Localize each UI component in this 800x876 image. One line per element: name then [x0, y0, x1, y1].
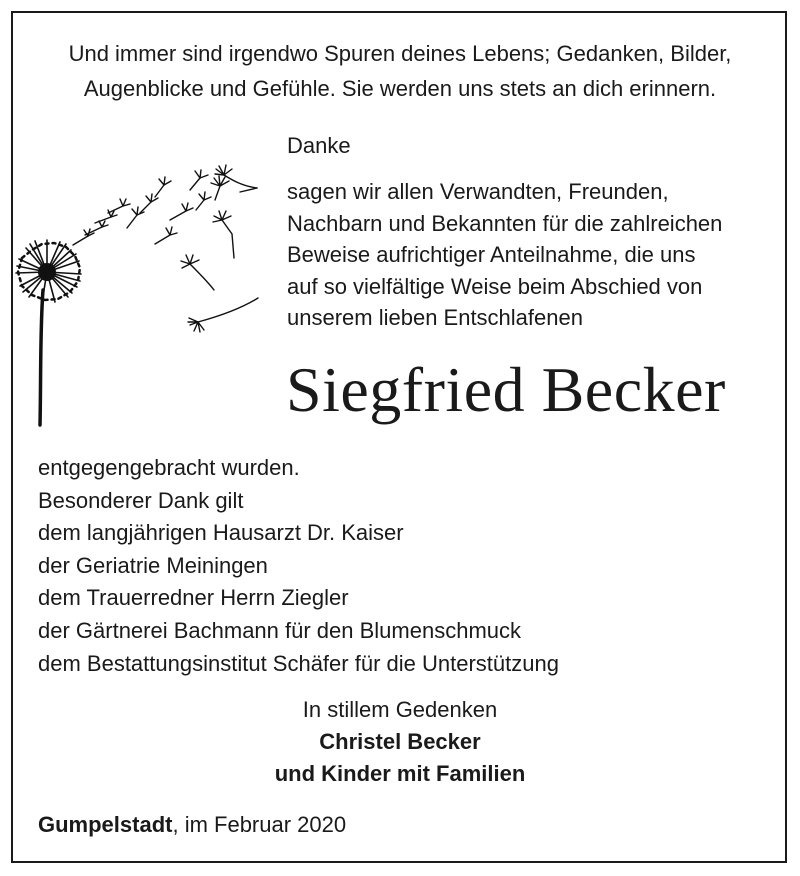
list-item: dem Trauerredner Herrn Ziegler	[38, 585, 349, 611]
place-date	[38, 810, 346, 840]
closing-block	[0, 694, 800, 790]
intro-line: sagen wir allen Verwandten, Freunden,	[287, 179, 669, 204]
list-item: dem Bestattungsinstitut Schäfer für die Unterstützung	[38, 650, 559, 676]
thanks-list	[38, 452, 559, 680]
intro-line: unserem lieben Entschlafenen	[287, 305, 583, 330]
intro-line: Nachbarn und Bekannten für die zahlreichen	[287, 210, 723, 236]
place-date-text: , im Februar 2020	[172, 812, 347, 837]
intro-line: Beweise aufrichtiger Anteilnahme, die uns	[287, 242, 696, 267]
intro-line: auf so vielfältige Weise beim Abschied von	[287, 273, 703, 299]
deceased-name: Siegfried Becker	[286, 354, 726, 425]
list-item: dem langjährigen Hausarzt Dr. Kaiser	[38, 520, 404, 546]
list-item: der Geriatrie Meiningen	[38, 552, 268, 578]
list-item: Besonderer Dank gilt	[38, 487, 244, 513]
thanks-intro	[287, 176, 722, 334]
dandelion-icon	[10, 140, 280, 430]
place-town: Gumpelstadt	[38, 812, 173, 837]
closing-phrase: In stillem Gedenken	[302, 697, 498, 722]
mourner-name: Christel Becker	[319, 729, 481, 754]
motto-line-2: Augenblicke und Gefühle. Sie werden uns stets an dich erinnern.	[83, 76, 717, 101]
list-item: der Gärtnerei Bachmann für den Blumenschmuck	[38, 617, 522, 643]
thanks-heading: Danke	[287, 133, 351, 158]
motto-line-1: Und immer sind irgendwo Spuren deines Lebens; Gedanken, Bilder,	[68, 41, 732, 66]
mourner-family: und Kinder mit Familien	[274, 761, 526, 786]
list-item: entgegengebracht wurden.	[38, 455, 300, 480]
